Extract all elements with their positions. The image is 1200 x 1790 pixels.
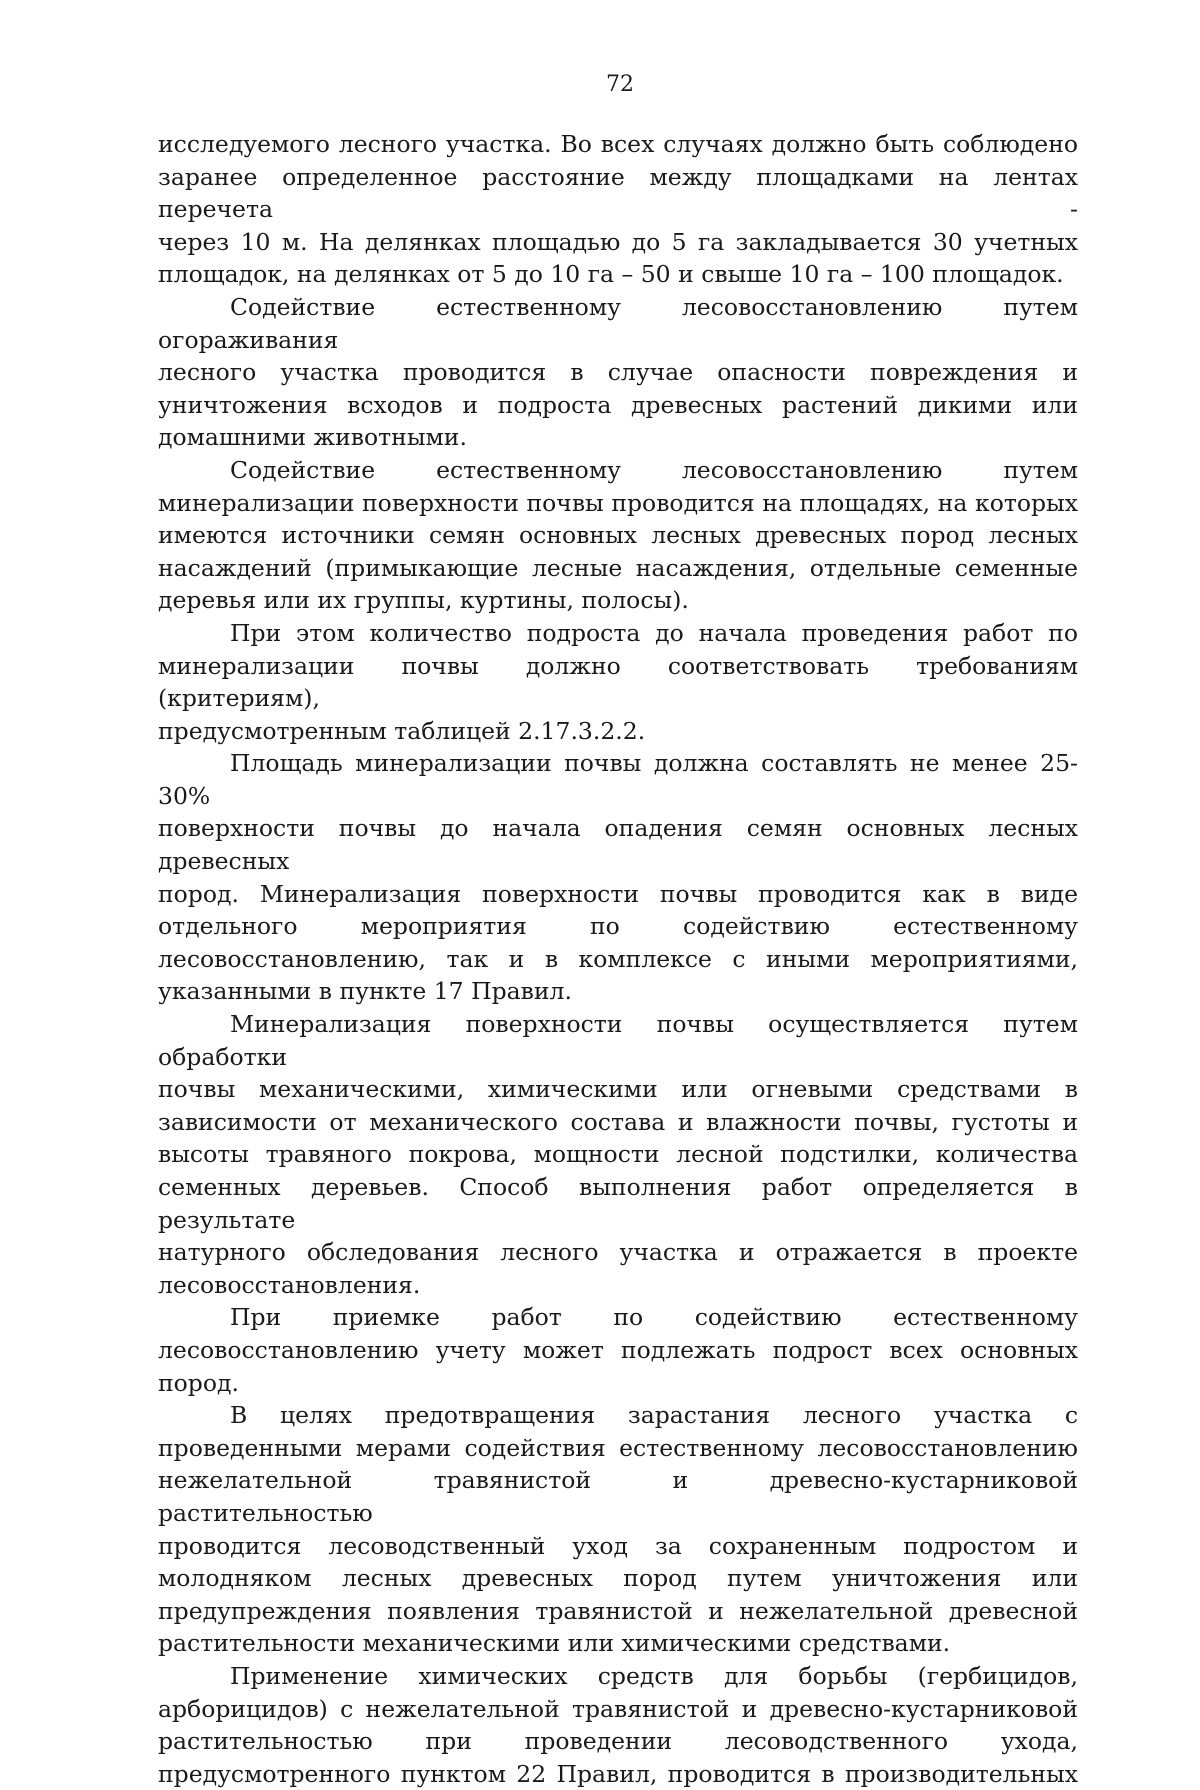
text-line: Содействие естественному лесовосстановлению путем xyxy=(230,455,1078,484)
text-line: поверхности почвы до начала опадения семян основных лесных древесных xyxy=(158,814,1078,876)
text-line: натурного обследования лесного участка и отражается в проекте xyxy=(158,1238,1078,1267)
text-line: имеются источники семян основных лесных древесных пород лесных xyxy=(158,521,1078,550)
paragraph xyxy=(158,747,1078,1008)
text-line: предусмотренным таблицей 2.17.3.2.2. xyxy=(158,716,646,745)
text-line: насаждений (примыкающие лесные насаждения, отдельные семенные xyxy=(158,553,1078,582)
text-line: исследуемого лесного участка. Во всех случаях должно быть соблюдено xyxy=(158,130,1078,158)
text-line: В целях предотвращения зарастания лесного участка с xyxy=(230,1401,1078,1430)
text-line: Содействие естественному лесовосстановлению путем огораживания xyxy=(158,292,1078,354)
text-line: площадок, на делянках от 5 до 10 га – 50 и свыше 10 га – 100 площадок. xyxy=(158,260,1064,289)
text-line: уничтожения всходов и подроста древесных растений дикими или xyxy=(158,390,1078,419)
text-line: предупреждения появления травянистой и нежелательной древесной xyxy=(158,1596,1078,1625)
text-line: минерализации поверхности почвы проводится на площадях, на которых xyxy=(158,488,1078,517)
text-line: через 10 м. На делянках площадью до 5 га закладывается 30 учетных xyxy=(158,227,1078,256)
text-line: проведенными мерами содействия естественному лесовосстановлению xyxy=(158,1433,1078,1462)
text-line: Площадь минерализации почвы должна составлять не менее 25-30% xyxy=(158,749,1078,810)
text-line: предусмотренного пунктом 22 Правил, проводится в производительных xyxy=(158,1759,1078,1788)
paragraph xyxy=(158,1660,1078,1790)
text-line: почвы механическими, химическими или огневыми средствами в xyxy=(158,1075,1078,1104)
text-line: молодняком лесных древесных пород путем уничтожения или xyxy=(158,1564,1078,1593)
paragraph xyxy=(158,128,1078,291)
text-line: арборицидов) с нежелательной травянистой и древесно-кустарниковой xyxy=(158,1694,1078,1723)
text-line: семенных деревьев. Способ выполнения работ определяется в результате xyxy=(158,1173,1078,1234)
paragraph xyxy=(158,454,1078,617)
text-line: зависимости от механического состава и влажности почвы, густоты и xyxy=(158,1107,1078,1136)
text-line: домашними животными. xyxy=(158,423,467,452)
text-line: минерализации почвы должно соответствовать требованиям (критериям), xyxy=(158,651,1078,713)
text-line: растительностью при проведении лесоводственного ухода, xyxy=(158,1727,1078,1756)
text-line: лесовосстановления. xyxy=(158,1270,421,1299)
text-line: лесного участка проводится в случае опасности повреждения и xyxy=(158,358,1078,387)
text-line: заранее определенное расстояние между площадками на лентах перечета - xyxy=(158,162,1078,224)
text-line: указанными в пункте 17 Правил. xyxy=(158,977,572,1006)
text-line: При этом количество подроста до начала проведения работ по xyxy=(230,618,1078,647)
text-line: пород. Минерализация поверхности почвы проводится как в виде xyxy=(158,879,1078,908)
text-line: Минерализация поверхности почвы осуществляется путем обработки xyxy=(158,1010,1078,1071)
text-line: проводится лесоводственный уход за сохраненным подростом и xyxy=(158,1531,1078,1560)
text-line: деревья или их группы, куртины, полосы). xyxy=(158,586,689,615)
text-line: растительности механическими или химическими средствами. xyxy=(158,1629,951,1658)
text-line: нежелательной травянистой и древесно-кустарниковой растительностью xyxy=(158,1466,1078,1527)
text-line: Применение химических средств для борьбы (гербицидов, xyxy=(230,1661,1078,1690)
text-line: высоты травяного покрова, мощности лесной подстилки, количества xyxy=(158,1140,1078,1169)
paragraph xyxy=(158,291,1078,454)
text-line: При приемке работ по содействию естественному xyxy=(230,1303,1078,1332)
paragraph xyxy=(158,1301,1078,1399)
paragraph xyxy=(158,1008,1078,1301)
text-line: лесовосстановлению учету может подлежать подрост всех основных xyxy=(158,1335,1078,1364)
paragraph xyxy=(158,617,1078,747)
text-line: пород. xyxy=(158,1368,239,1397)
paragraph xyxy=(158,1399,1078,1660)
text-line: отдельного мероприятия по содействию естественному xyxy=(158,912,1078,941)
text-line: лесовосстановлению, так и в комплексе с иными мероприятиями, xyxy=(158,944,1078,973)
page-number: 72 xyxy=(606,72,634,97)
document-body xyxy=(158,128,1078,1790)
